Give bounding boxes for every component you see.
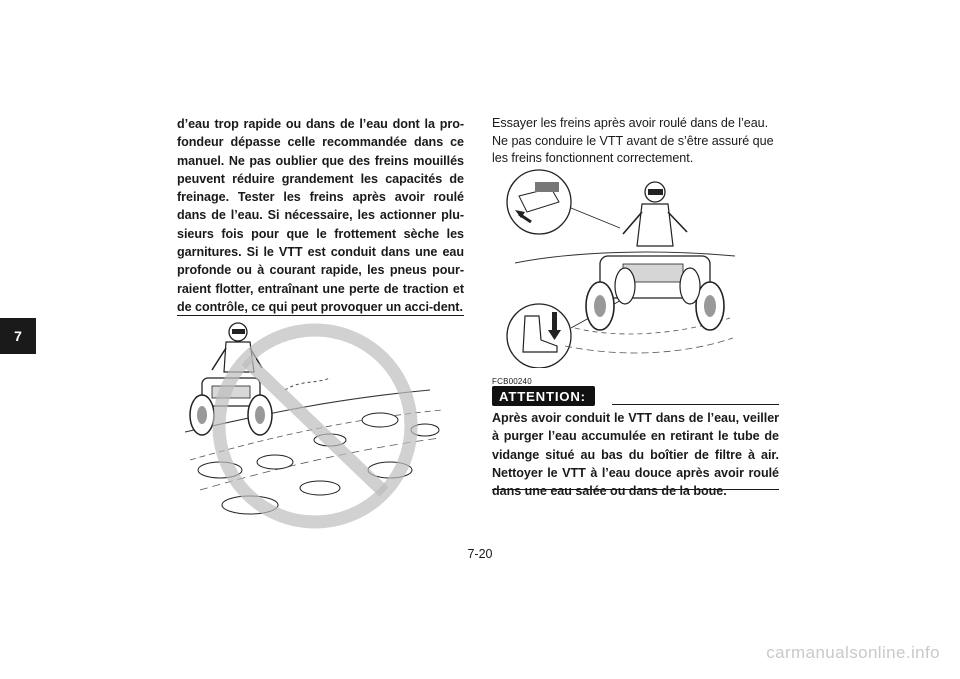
attention-heading xyxy=(492,386,779,406)
intro-text: Essayer les freins après avoir roulé dans de l’eau. Ne pas conduire le VTT avant de s’être assuré que les freins fonctionnent correctement. xyxy=(492,116,774,166)
right-column xyxy=(492,115,779,168)
warning-text: d’eau trop rapide ou dans de l’eau dont la pro-fondeur dépasse celle recommandée dans ce manuel. Ne pas oublier que des freins mouillés peuvent réduire grandement les capacités de freinage. Tester les freins après avoir roulé dans de l’eau. Si nécessaire, les actionner plu-sieurs fois pour que le frottement sèche les garnitures. Si le VTT est conduit dans une eau profonde ou à courant rapide, les pneus pour-raient flotter, entraînant une perte de traction et de contrôle, ce qui peut provoquer un acci-dent. xyxy=(177,117,464,314)
brake-test-illustration xyxy=(505,168,735,368)
prohibited-water-crossing-illustration xyxy=(180,320,450,532)
attention-badge: ATTENTION: xyxy=(492,386,595,406)
left-column xyxy=(177,115,464,316)
attention-heading-rule xyxy=(612,404,779,405)
chapter-tab: 7 xyxy=(0,318,36,354)
warning-end-rule xyxy=(177,315,464,316)
attention-end-rule xyxy=(492,489,779,490)
watermark: carmanualsonline.info xyxy=(766,643,940,662)
attention-body xyxy=(492,409,779,500)
attention-text: Après avoir conduit le VTT dans de l’eau, veiller à purger l’eau accumulée en retirant le tube de vidange situé au bas du boîtier de filtre à air. Nettoyer le VTT à l’eau douce après avoir roulé dans une eau salée ou dans de la boue. xyxy=(492,411,779,499)
page-number: 7-20 xyxy=(467,547,493,561)
reference-code: FCB00240 xyxy=(492,377,532,386)
